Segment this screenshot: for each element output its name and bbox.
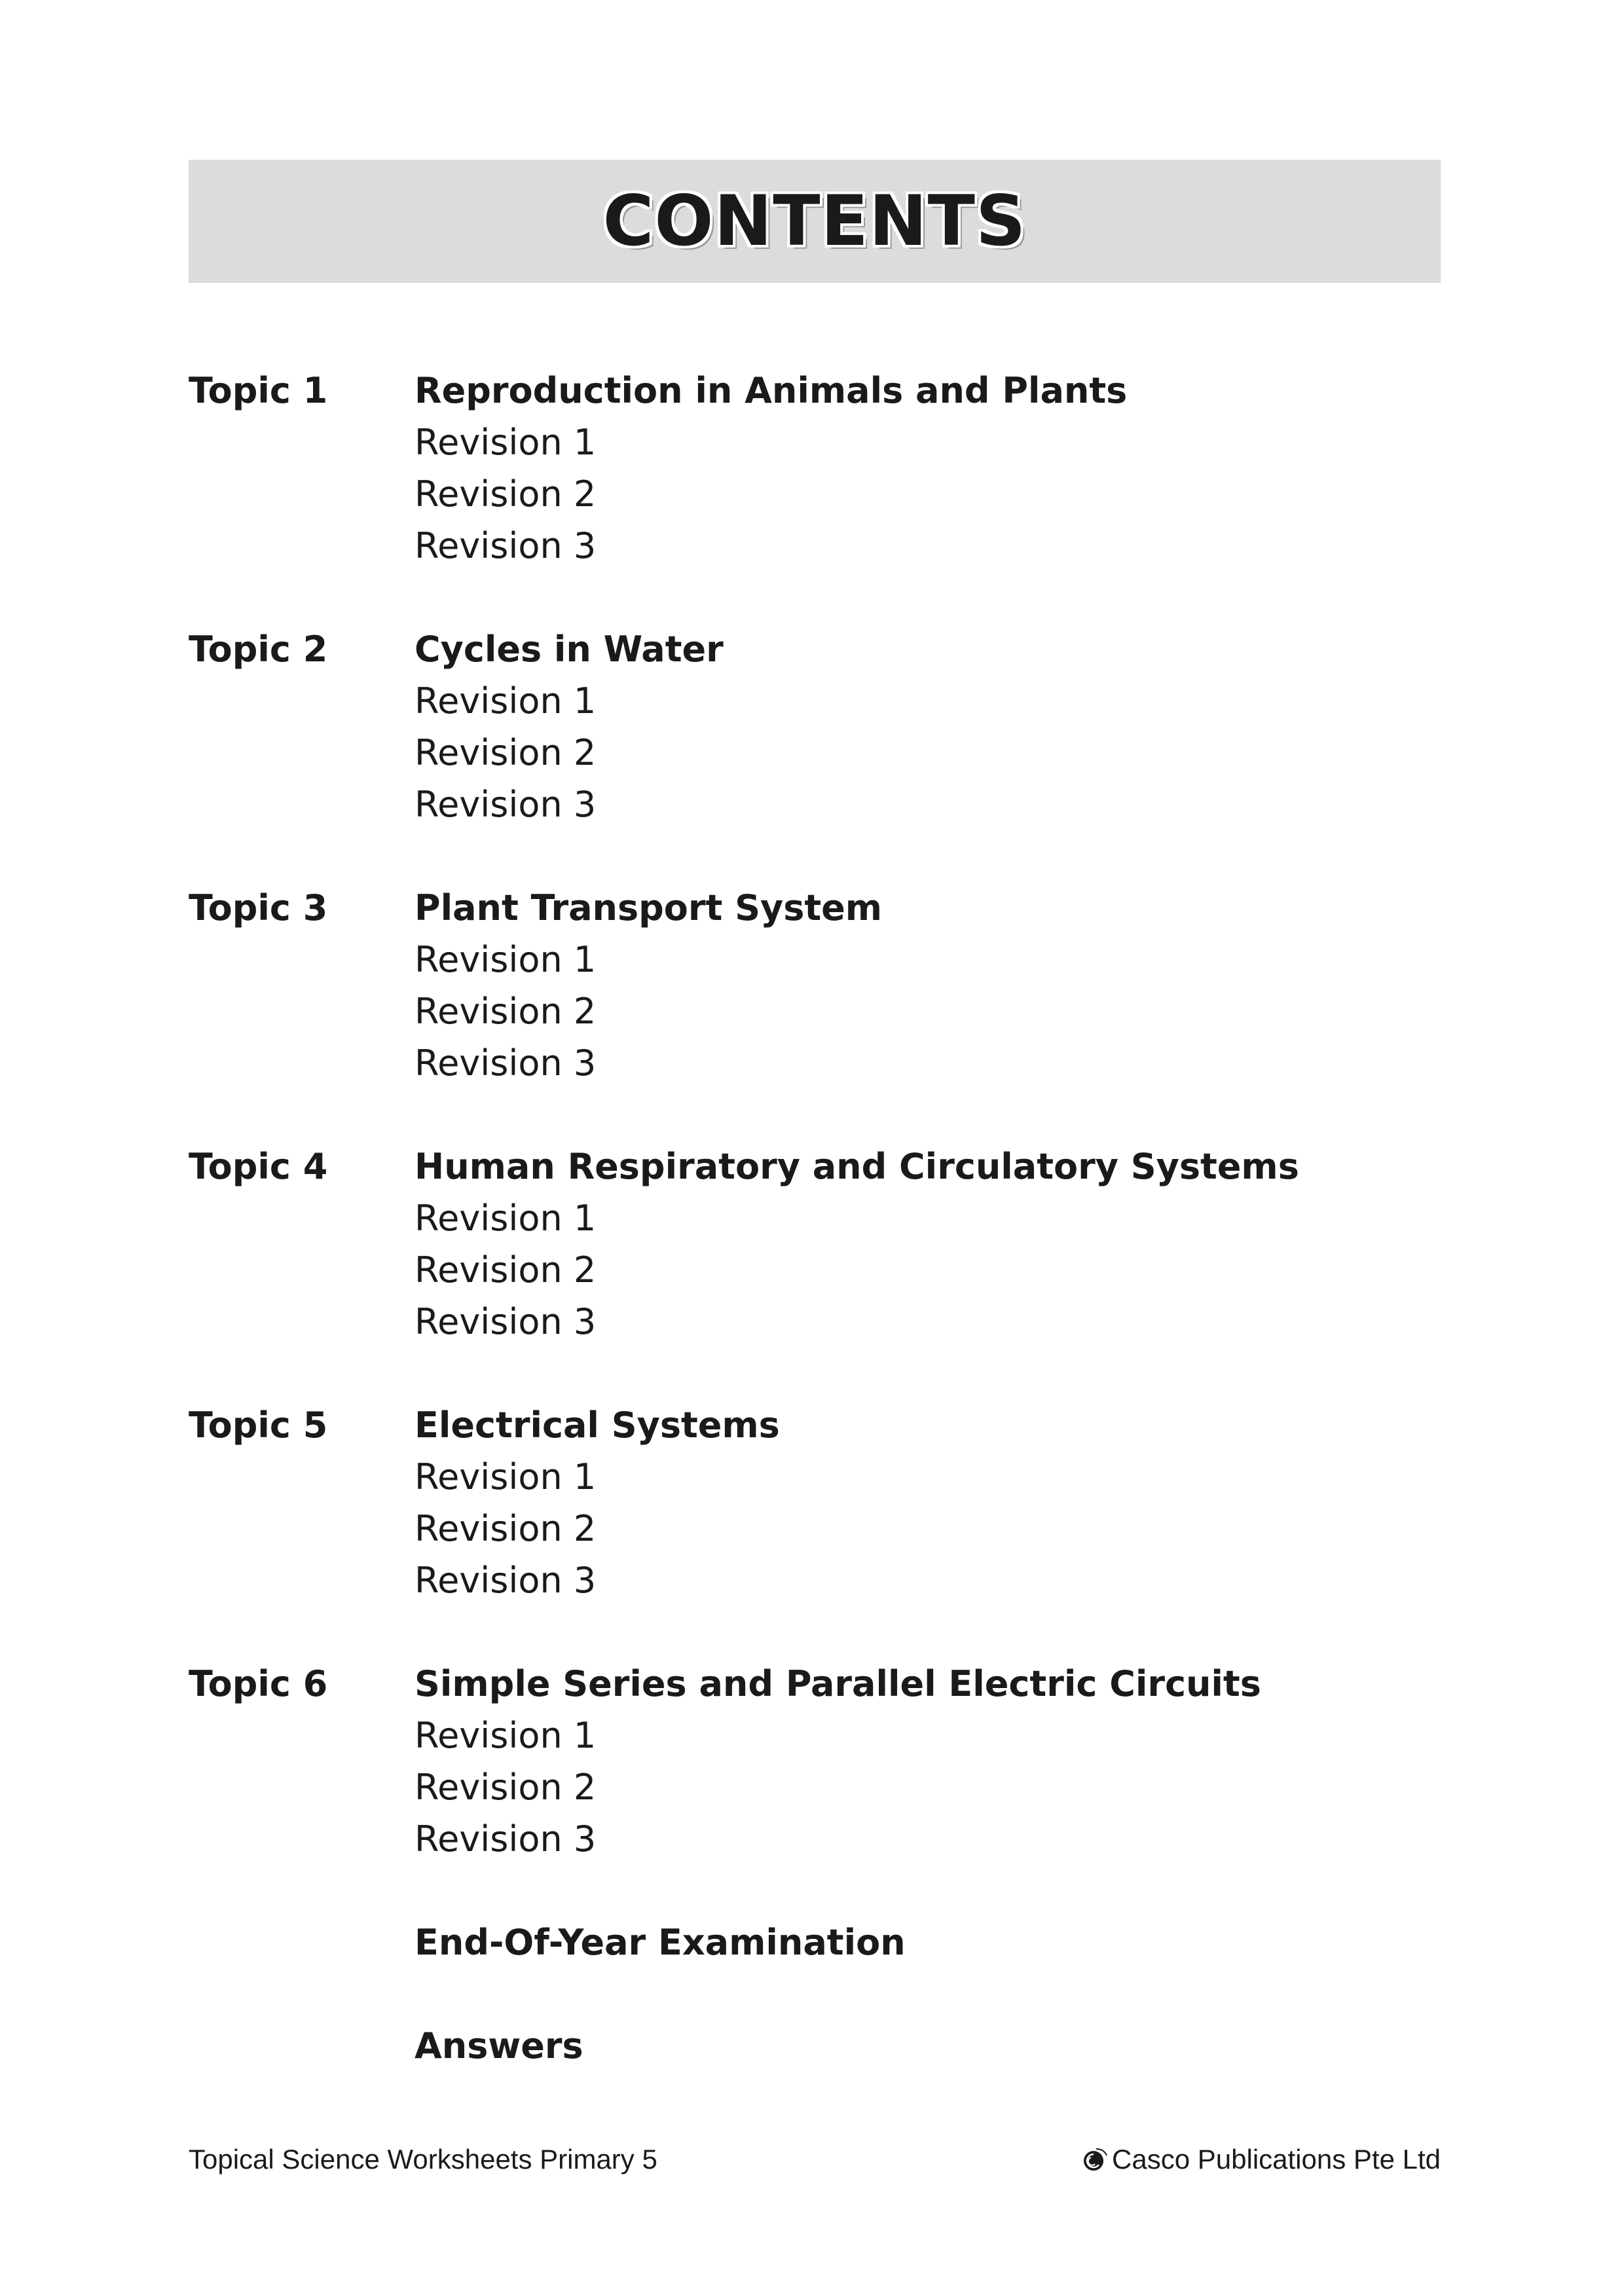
revision-item[interactable]: Revision 3 [415, 1042, 597, 1084]
topic-label: Topic 2 [189, 628, 328, 670]
revision-item[interactable]: Revision 3 [415, 1560, 597, 1601]
topic-title[interactable]: Cycles in Water [415, 628, 724, 670]
revision-item[interactable]: Revision 3 [415, 784, 597, 825]
topic-title[interactable]: Plant Transport System [415, 887, 883, 928]
footer-book-title: Topical Science Worksheets Primary 5 [189, 2144, 657, 2175]
revision-item[interactable]: Revision 2 [415, 991, 597, 1032]
revision-item[interactable]: Revision 3 [415, 1301, 597, 1342]
table-of-contents [189, 364, 1441, 2072]
casco-logo-icon [1082, 2146, 1108, 2173]
footer-publisher [1082, 2144, 1441, 2175]
revision-item[interactable]: Revision 1 [415, 939, 597, 980]
toc-topic-4 [189, 1140, 1441, 1348]
toc-topic-6 [189, 1657, 1441, 1865]
topic-label: Topic 5 [189, 1404, 328, 1446]
revision-item[interactable]: Revision 1 [415, 1456, 597, 1497]
topic-label: Topic 6 [189, 1663, 328, 1704]
revision-item[interactable]: Revision 2 [415, 1508, 597, 1549]
revision-item[interactable]: Revision 3 [415, 1818, 597, 1860]
contents-header-band [189, 160, 1441, 283]
toc-topic-3 [189, 881, 1441, 1089]
toc-answers[interactable]: Answers [415, 2025, 583, 2067]
revision-item[interactable]: Revision 2 [415, 1249, 597, 1291]
toc-end-of-year-exam[interactable]: End-Of-Year Examination [415, 1921, 906, 1963]
topic-label: Topic 1 [189, 369, 328, 411]
revision-item[interactable]: Revision 3 [415, 525, 597, 566]
topic-label: Topic 3 [189, 887, 328, 928]
topic-title[interactable]: Reproduction in Animals and Plants [415, 369, 1128, 411]
topic-label: Topic 4 [189, 1145, 328, 1187]
toc-topic-1 [189, 364, 1441, 572]
revision-item[interactable]: Revision 1 [415, 1198, 597, 1239]
page-title: CONTENTS [602, 181, 1027, 261]
revision-item[interactable]: Revision 2 [415, 473, 597, 515]
topic-title[interactable]: Simple Series and Parallel Electric Circuits [415, 1663, 1261, 1704]
topic-title[interactable]: Electrical Systems [415, 1404, 780, 1446]
revision-item[interactable]: Revision 1 [415, 422, 597, 463]
revision-item[interactable]: Revision 2 [415, 1767, 597, 1808]
toc-topic-2 [189, 623, 1441, 830]
publisher-name: Casco Publications Pte Ltd [1112, 2144, 1441, 2175]
revision-item[interactable]: Revision 2 [415, 732, 597, 773]
revision-item[interactable]: Revision 1 [415, 1715, 597, 1756]
revision-item[interactable]: Revision 1 [415, 680, 597, 722]
toc-topic-5 [189, 1399, 1441, 1606]
topic-title[interactable]: Human Respiratory and Circulatory Systems [415, 1145, 1299, 1187]
